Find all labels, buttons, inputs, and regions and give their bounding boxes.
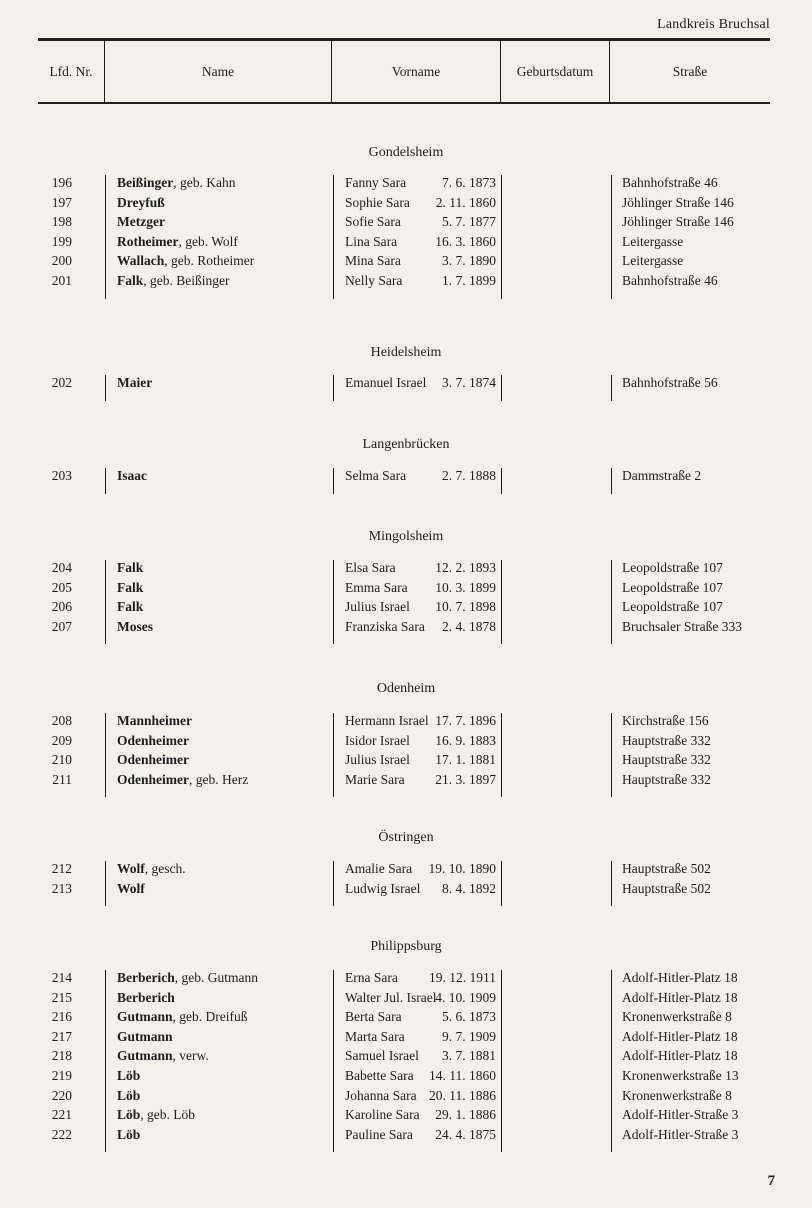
row-number: 206 [51, 599, 72, 615]
row-vorname: Julius Israel [345, 752, 410, 768]
column-separator [611, 375, 612, 401]
row-strasse: Leopoldstraße 107 [622, 599, 723, 615]
row-name-suffix: , geb. Wolf [178, 233, 238, 249]
column-separator [501, 861, 502, 906]
row-surname: Isaac [117, 468, 147, 483]
row-number: 218 [51, 1048, 72, 1064]
row-number: 201 [51, 273, 72, 288]
row-vorname: Sophie Sara [345, 194, 410, 210]
row-geburtsdatum: 1. 7. 1899 [442, 273, 496, 288]
row-surname: Falk [117, 579, 144, 595]
row-name-suffix: , geb. Löb [140, 1107, 196, 1123]
column-separator [333, 175, 334, 299]
row-number: 216 [51, 1009, 72, 1025]
row-vorname: Johanna Sara [345, 1087, 417, 1103]
row-strasse: Hauptstraße 502 [622, 880, 711, 896]
row-geburtsdatum: 2. 7. 1888 [442, 468, 496, 483]
table-row [0, 750, 812, 769]
column-separator [105, 175, 106, 299]
row-geburtsdatum: 21. 3. 1897 [435, 771, 496, 787]
table-row [0, 1007, 812, 1026]
row-geburtsdatum: 5. 6. 1873 [442, 1009, 496, 1025]
row-surname: Beißinger [117, 175, 174, 190]
row-number: 213 [51, 880, 72, 896]
column-separator [501, 970, 502, 1152]
row-geburtsdatum: 16. 3. 1860 [435, 233, 496, 249]
row-surname: Gutmann [117, 1009, 173, 1025]
row-geburtsdatum: 3. 7. 1881 [442, 1048, 496, 1064]
row-vorname: Amalie Sara [345, 861, 413, 876]
column-separator [333, 375, 334, 401]
table-row [0, 373, 812, 392]
row-number: 212 [51, 861, 72, 876]
row-geburtsdatum: 19. 10. 1890 [428, 861, 496, 876]
row-name-suffix: , geb. Kahn [173, 175, 236, 190]
section-title: Gondelsheim [368, 145, 444, 160]
row-name [117, 597, 143, 616]
row-geburtsdatum: 17. 1. 1881 [435, 752, 496, 768]
row-number: 221 [51, 1107, 72, 1123]
row-number: 203 [51, 468, 72, 483]
table-row [0, 212, 812, 231]
row-vorname: Pauline Sara [345, 1126, 413, 1142]
row-vorname: Mina Sara [345, 253, 401, 269]
section-title: Heidelsheim [370, 345, 442, 360]
row-number: 211 [52, 771, 72, 787]
row-surname: Odenheimer [117, 771, 189, 787]
row-strasse: Bahnhofstraße 46 [622, 175, 718, 190]
row-vorname: Selma Sara [345, 468, 407, 483]
row-vorname: Ludwig Israel [345, 880, 421, 896]
row-surname: Löb [117, 1126, 141, 1142]
column-separator [611, 560, 612, 644]
row-vorname: Emma Sara [345, 579, 408, 595]
row-name-suffix: , geb. Gutmann [174, 970, 258, 985]
row-strasse: Bahnhofstraße 46 [622, 273, 718, 288]
row-surname: Dreyfuß [117, 194, 165, 210]
row-vorname: Karoline Sara [345, 1107, 420, 1123]
column-separator [611, 175, 612, 299]
row-number: 207 [51, 618, 72, 634]
section-title: Philippsburg [370, 939, 442, 954]
table-row [0, 617, 812, 636]
row-vorname: Lina Sara [345, 233, 398, 249]
row-geburtsdatum: 2. 4. 1878 [442, 618, 496, 634]
row-strasse: Bruchsaler Straße 333 [622, 618, 742, 634]
row-name [117, 212, 165, 231]
row-strasse: Adolf-Hitler-Straße 3 [622, 1126, 739, 1142]
row-surname: Mannheimer [117, 713, 192, 728]
row-name [117, 1046, 209, 1065]
row-geburtsdatum: 24. 4. 1875 [435, 1126, 496, 1142]
table-row [0, 193, 812, 212]
column-header-nr: Lfd. Nr. [49, 63, 93, 79]
row-geburtsdatum: 2. 11. 1860 [435, 194, 496, 210]
row-strasse: Bahnhofstraße 56 [622, 375, 718, 390]
row-strasse: Hauptstraße 332 [622, 732, 711, 748]
row-vorname: Isidor Israel [345, 732, 410, 748]
table-row [0, 578, 812, 597]
row-number: 220 [51, 1087, 72, 1103]
column-separator [333, 713, 334, 797]
row-strasse: Kirchstraße 156 [622, 713, 709, 728]
row-number: 217 [51, 1028, 72, 1044]
table-row [0, 1105, 812, 1124]
row-vorname: Marie Sara [345, 771, 405, 787]
row-number: 208 [51, 713, 72, 728]
row-geburtsdatum: 5. 7. 1877 [442, 214, 496, 230]
row-vorname: Walter Jul. Israel [345, 989, 437, 1005]
column-separator [611, 468, 612, 494]
row-geburtsdatum: 7. 6. 1873 [442, 175, 496, 190]
row-surname: Löb [117, 1068, 141, 1083]
row-surname: Wolf [117, 880, 145, 896]
column-separator [105, 713, 106, 797]
table-row [0, 711, 812, 730]
row-name [117, 617, 153, 636]
column-separator [611, 861, 612, 906]
row-surname: Odenheimer [117, 752, 189, 768]
table-row [0, 1046, 812, 1065]
section-title: Östringen [378, 830, 434, 845]
column-separator [105, 970, 106, 1152]
row-strasse: Dammstraße 2 [622, 468, 702, 483]
row-geburtsdatum: 10. 3. 1899 [435, 579, 496, 595]
row-name [117, 988, 175, 1007]
table-row [0, 251, 812, 270]
row-strasse: Leitergasse [622, 253, 684, 269]
row-number: 199 [51, 233, 72, 249]
row-vorname: Berta Sara [345, 1009, 402, 1025]
row-strasse: Leitergasse [622, 233, 684, 249]
table-row [0, 1125, 812, 1144]
column-separator [501, 175, 502, 299]
row-name-suffix: , geb. Herz [189, 771, 249, 787]
row-surname: Falk [117, 560, 144, 575]
row-geburtsdatum: 3. 7. 1890 [442, 253, 496, 269]
row-name [117, 770, 248, 789]
row-strasse: Kronenwerkstraße 8 [622, 1087, 732, 1103]
column-separator [105, 468, 106, 494]
row-strasse: Kronenwerkstraße 13 [622, 1068, 739, 1083]
table-row [0, 968, 812, 987]
column-separator [611, 713, 612, 797]
row-name [117, 1086, 140, 1105]
row-geburtsdatum: 16. 9. 1883 [435, 732, 496, 748]
row-geburtsdatum: 8. 4. 1892 [442, 880, 496, 896]
row-geburtsdatum: 19. 12. 1911 [429, 970, 496, 985]
table-row [0, 1066, 812, 1085]
row-name [117, 173, 235, 192]
page-header-title: Landkreis Bruchsal [657, 17, 770, 32]
row-name [117, 232, 238, 251]
row-geburtsdatum: 14. 11. 1860 [429, 1068, 496, 1083]
column-separator [333, 970, 334, 1152]
column-separator [611, 970, 612, 1152]
row-number: 215 [51, 989, 72, 1005]
row-vorname: Emanuel Israel [345, 375, 427, 390]
row-surname: Berberich [117, 989, 175, 1005]
row-name-suffix: , gesch. [144, 861, 186, 876]
row-vorname: Fanny Sara [345, 175, 407, 190]
table-row [0, 988, 812, 1007]
row-vorname: Julius Israel [345, 599, 410, 615]
row-strasse: Leopoldstraße 107 [622, 560, 723, 575]
table-row [0, 466, 812, 485]
row-vorname: Marta Sara [345, 1028, 405, 1044]
row-geburtsdatum: 20. 11. 1886 [429, 1087, 496, 1103]
row-name [117, 193, 165, 212]
row-surname: Moses [117, 618, 153, 634]
row-number: 210 [51, 752, 72, 768]
row-name [117, 879, 145, 898]
row-surname: Falk [117, 599, 144, 615]
row-strasse: Hauptstraße 332 [622, 752, 711, 768]
row-surname: Metzger [117, 214, 165, 230]
column-header-vorname: Vorname [391, 63, 441, 79]
row-name [117, 731, 189, 750]
row-surname: Maier [117, 375, 153, 390]
row-surname: Löb [117, 1087, 141, 1103]
table-row [0, 1086, 812, 1105]
row-vorname: Hermann Israel [345, 713, 429, 728]
row-geburtsdatum: 3. 7. 1874 [442, 375, 496, 390]
row-geburtsdatum: 4. 10. 1909 [435, 989, 496, 1005]
row-vorname: Nelly Sara [345, 273, 403, 288]
row-surname: Gutmann [117, 1048, 173, 1064]
table-header [38, 41, 770, 102]
column-header-name: Name [201, 63, 235, 79]
row-name-suffix: , geb. Rotheimer [164, 253, 255, 269]
row-surname: Löb [117, 1107, 141, 1123]
header-bottom-rule [38, 102, 770, 104]
row-name [117, 711, 192, 730]
table-row [0, 859, 812, 878]
row-number: 219 [51, 1068, 72, 1083]
row-surname: Rotheimer [117, 233, 179, 249]
column-separator [105, 375, 106, 401]
row-number: 222 [51, 1126, 72, 1142]
row-strasse: Kronenwerkstraße 8 [622, 1009, 732, 1025]
page-number: 7 [767, 1173, 775, 1189]
row-geburtsdatum: 9. 7. 1909 [442, 1028, 496, 1044]
row-number: 204 [51, 560, 72, 575]
row-number: 200 [51, 253, 72, 269]
row-number: 197 [51, 194, 72, 210]
row-strasse: Adolf-Hitler-Straße 3 [622, 1107, 739, 1123]
row-strasse: Jöhlinger Straße 146 [622, 214, 734, 230]
column-separator [105, 861, 106, 906]
row-strasse: Hauptstraße 502 [622, 861, 711, 876]
section-title: Odenheim [376, 681, 436, 696]
row-surname: Wolf [117, 861, 145, 876]
column-separator [501, 375, 502, 401]
row-strasse: Adolf-Hitler-Platz 18 [622, 970, 738, 985]
row-strasse: Adolf-Hitler-Platz 18 [622, 989, 738, 1005]
table-row [0, 770, 812, 789]
column-separator [501, 468, 502, 494]
row-strasse: Leopoldstraße 107 [622, 579, 723, 595]
table-row [0, 731, 812, 750]
row-name [117, 466, 147, 485]
column-separator [105, 560, 106, 644]
column-separator [501, 560, 502, 644]
column-separator [333, 861, 334, 906]
table-row [0, 1027, 812, 1046]
row-geburtsdatum: 29. 1. 1886 [435, 1107, 496, 1123]
table-row [0, 597, 812, 616]
row-name [117, 1125, 140, 1144]
row-number: 202 [51, 375, 72, 390]
row-strasse: Jöhlinger Straße 146 [622, 194, 734, 210]
table-row [0, 271, 812, 290]
row-surname: Odenheimer [117, 732, 189, 748]
column-separator [333, 468, 334, 494]
row-name [117, 1066, 140, 1085]
row-surname: Wallach [117, 253, 165, 269]
row-strasse: Hauptstraße 332 [622, 771, 711, 787]
row-name [117, 1027, 173, 1046]
column-separator [333, 560, 334, 644]
row-number: 209 [51, 732, 72, 748]
row-name [117, 750, 189, 769]
row-name [117, 251, 254, 270]
section-title: Mingolsheim [368, 529, 444, 544]
column-header-geburtsdatum: Geburtsdatum [516, 63, 594, 79]
row-surname: Berberich [117, 970, 175, 985]
row-name-suffix: , verw. [172, 1048, 209, 1064]
row-vorname: Sofie Sara [345, 214, 401, 230]
row-name-suffix: , geb. Beißinger [143, 273, 230, 288]
row-name [117, 271, 230, 290]
row-strasse: Adolf-Hitler-Platz 18 [622, 1048, 738, 1064]
row-geburtsdatum: 10. 7. 1898 [435, 599, 496, 615]
row-geburtsdatum: 12. 2. 1893 [435, 560, 496, 575]
table-row [0, 232, 812, 251]
row-surname: Falk [117, 273, 144, 288]
row-name [117, 968, 258, 987]
table-row [0, 879, 812, 898]
table-row [0, 173, 812, 192]
row-vorname: Elsa Sara [345, 560, 396, 575]
row-name [117, 859, 186, 878]
row-vorname: Babette Sara [345, 1068, 414, 1083]
row-name [117, 373, 152, 392]
table-row [0, 558, 812, 577]
row-number: 205 [51, 579, 72, 595]
row-name [117, 578, 143, 597]
row-name [117, 558, 143, 577]
row-name-suffix: , geb. Dreifuß [172, 1009, 248, 1025]
row-name [117, 1105, 195, 1124]
row-number: 198 [51, 214, 72, 230]
row-strasse: Adolf-Hitler-Platz 18 [622, 1028, 738, 1044]
row-name [117, 1007, 248, 1026]
row-number: 214 [51, 970, 72, 985]
row-vorname: Franziska Sara [345, 618, 425, 634]
row-geburtsdatum: 17. 7. 1896 [435, 713, 496, 728]
row-number: 196 [51, 175, 72, 190]
row-vorname: Samuel Israel [345, 1048, 419, 1064]
row-surname: Gutmann [117, 1028, 173, 1044]
column-header-strasse: Straße [672, 63, 708, 79]
section-title: Langenbrücken [362, 437, 450, 452]
row-vorname: Erna Sara [345, 970, 398, 985]
column-separator [501, 713, 502, 797]
